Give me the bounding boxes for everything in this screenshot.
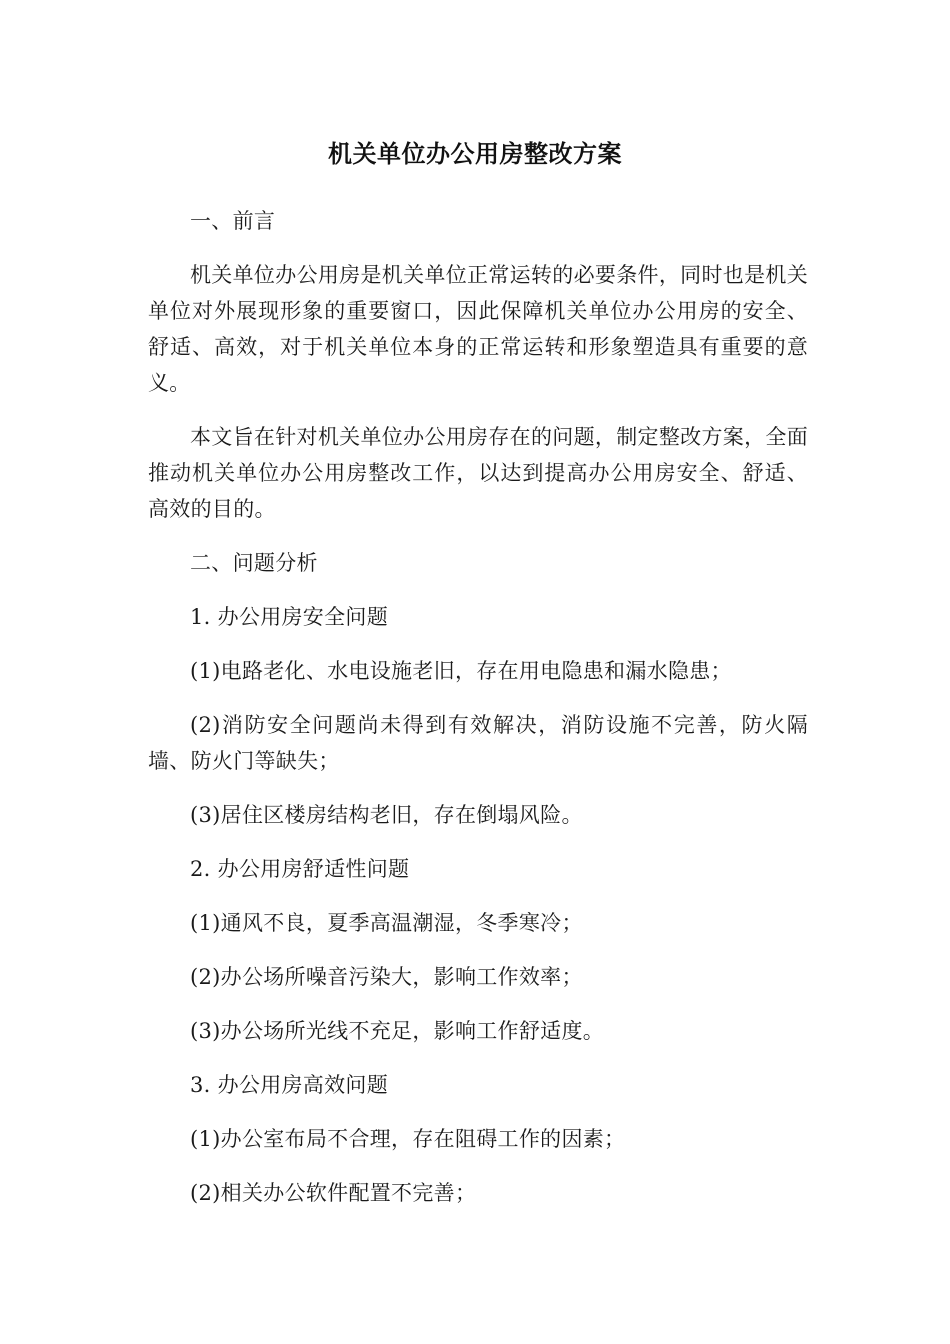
body-paragraph: 机关单位办公用房是机关单位正常运转的必要条件，同时也是机关单位对外展现形象的重要窗口，因此保障机关单位办公用房的安全、舒适、高效，对于机关单位本身的正常运转和形象塑造具有重要的意义。 — [148, 263, 808, 395]
document-title: 机关单位办公用房整改方案 — [328, 140, 622, 168]
subsection-heading-comfort: 2. 办公用房舒适性问题 — [190, 857, 410, 881]
list-item: (3)办公场所光线不充足，影响工作舒适度。 — [190, 1019, 605, 1043]
list-item: (2)相关办公软件配置不完善； — [190, 1181, 477, 1205]
list-item: (1)办公室布局不合理，存在阻碍工作的因素； — [190, 1127, 626, 1151]
document-body — [148, 203, 808, 1229]
list-item: (2)消防安全问题尚未得到有效解决，消防设施不完善，防火隔墙、防火门等缺失； — [148, 713, 808, 773]
list-item: (1)通风不良，夏季高温潮湿，冬季寒冷； — [190, 911, 583, 935]
section-heading-preface: 一、前言 — [190, 209, 276, 233]
body-paragraph: 本文旨在针对机关单位办公用房存在的问题，制定整改方案，全面推动机关单位办公用房整改工作，以达到提高办公用房安全、舒适、高效的目的。 — [148, 425, 808, 521]
section-heading-analysis: 二、问题分析 — [190, 551, 318, 575]
subsection-heading-efficiency: 3. 办公用房高效问题 — [190, 1073, 389, 1097]
list-item: (1)电路老化、水电设施老旧，存在用电隐患和漏水隐患； — [190, 659, 732, 683]
list-item: (2)办公场所噪音污染大，影响工作效率； — [190, 965, 583, 989]
subsection-heading-safety: 1. 办公用房安全问题 — [190, 605, 389, 629]
list-item: (3)居住区楼房结构老旧，存在倒塌风险。 — [190, 803, 583, 827]
